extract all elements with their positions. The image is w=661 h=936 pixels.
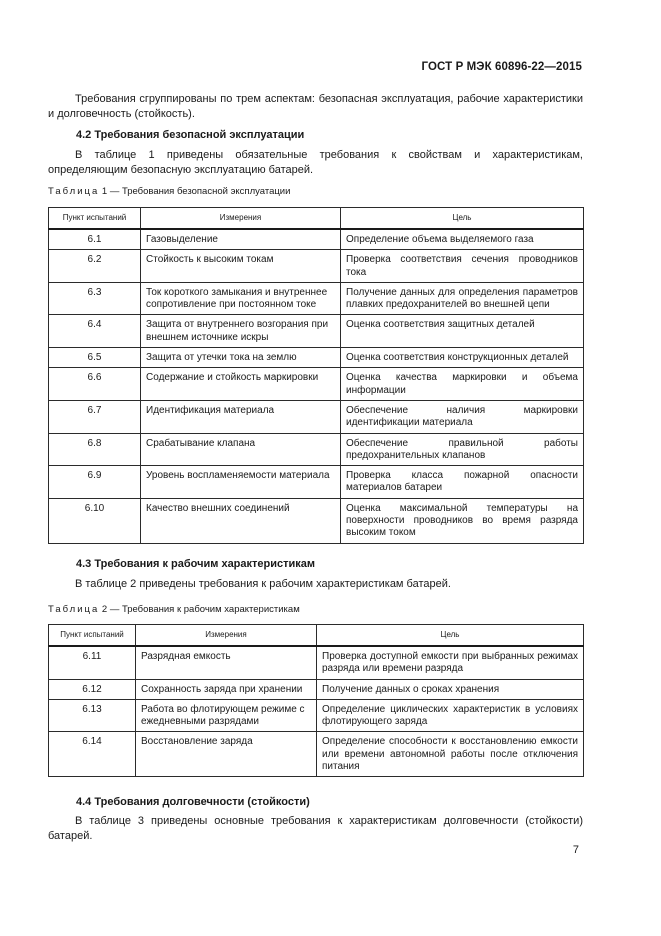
measurement-cell: Газовыделение [141, 229, 341, 250]
purpose-cell: Определение способности к восстановлению емкости или времени автономной работы после отключения питания [317, 732, 584, 777]
section-4-3-paragraph: В таблице 2 приведены требования к рабочим характеристикам батарей. [75, 578, 451, 590]
test-clause-cell: 6.7 [49, 400, 141, 433]
table2-header-cell: Измерения [136, 625, 317, 647]
table-row [49, 679, 584, 699]
table2-header-cell: Цель [317, 625, 584, 647]
measurement-cell: Защита от утечки тока на землю [141, 348, 341, 368]
purpose-cell: Обеспечение правильной работы предохранительных клапанов [341, 433, 584, 466]
document-id-header: ГОСТ Р МЭК 60896-22—2015 [421, 61, 582, 73]
table1-header-cell: Пункт испытаний [49, 208, 141, 230]
table-row [49, 229, 584, 250]
purpose-cell: Оценка качества маркировки и объема информации [341, 368, 584, 401]
table2 [48, 624, 584, 777]
section-4-3-heading: 4.3 Требования к рабочим характеристикам [76, 558, 316, 570]
measurement-cell: Ток короткого замыкания и внутреннее сопротивление при постоянном токе [141, 282, 341, 315]
measurement-cell: Работа во флотирующем режиме с ежедневными разрядами [136, 699, 317, 732]
section-4-2-paragraph: В таблице 1 приведены обязательные требования к свойствам и характеристикам, определяющим безопасную эксплуатацию батарей. [48, 149, 583, 176]
purpose-cell: Проверка класса пожарной опасности материалов батареи [341, 466, 584, 499]
measurement-cell: Уровень воспламеняемости материала [141, 466, 341, 499]
table-row [49, 646, 584, 679]
table1-caption-label: Таблица [48, 186, 100, 197]
table-row [49, 433, 584, 466]
table-row [49, 466, 584, 499]
intro-paragraph: Требования сгруппированы по трем аспектам: безопасная эксплуатация, рабочие характеристики и долговечность (стойкость). [48, 93, 583, 120]
measurement-cell: Идентификация материала [141, 400, 341, 433]
table1-caption [48, 185, 290, 200]
table2-header-cell: Пункт испытаний [49, 625, 136, 647]
table-row [49, 400, 584, 433]
purpose-cell: Оценка соответствия конструкционных деталей [341, 348, 584, 368]
measurement-cell: Стойкость к высоким токам [141, 250, 341, 283]
table-row [49, 250, 584, 283]
test-clause-cell: 6.1 [49, 229, 141, 250]
measurement-cell: Срабатывание клапана [141, 433, 341, 466]
test-clause-cell: 6.12 [49, 679, 136, 699]
purpose-cell: Обеспечение наличия маркировки идентификации материала [341, 400, 584, 433]
test-clause-cell: 6.2 [49, 250, 141, 283]
test-clause-cell: 6.3 [49, 282, 141, 315]
table1-header-cell: Цель [341, 208, 584, 230]
table1 [48, 207, 584, 544]
table2-caption [48, 603, 300, 618]
test-clause-cell: 6.13 [49, 699, 136, 732]
purpose-cell: Оценка максимальной температуры на поверхности проводников во время разряда высоким током [341, 498, 584, 543]
test-clause-cell: 6.5 [49, 348, 141, 368]
section-4-4-heading: 4.4 Требования долговечности (стойкости) [76, 796, 310, 808]
test-clause-cell: 6.4 [49, 315, 141, 348]
measurement-cell: Содержание и стойкость маркировки [141, 368, 341, 401]
measurement-cell: Восстановление заряда [136, 732, 317, 777]
purpose-cell: Проверка доступной емкости при выбранных режимах разряда или времени разряда [317, 646, 584, 679]
section-4-4-paragraph: В таблице 3 приведены основные требования к характеристикам долговечности (стойкости) батарей. [48, 815, 583, 842]
table-row [49, 498, 584, 543]
table1-caption-text: 1 — Требования безопасной эксплуатации [101, 186, 291, 197]
purpose-cell: Получение данных для определения параметров плавких предохранителей во внешней цепи [341, 282, 584, 315]
table-row [49, 368, 584, 401]
purpose-cell: Получение данных о сроках хранения [317, 679, 584, 699]
table-row [49, 732, 584, 777]
purpose-cell: Оценка соответствия защитных деталей [341, 315, 584, 348]
table1-header-row [49, 208, 584, 230]
purpose-cell: Проверка соответствия сечения проводников тока [341, 250, 584, 283]
table-row [49, 282, 584, 315]
page-number: 7 [572, 844, 579, 856]
purpose-cell: Определение циклических характеристик в условиях флотирующего заряда [317, 699, 584, 732]
test-clause-cell: 6.8 [49, 433, 141, 466]
table2-caption-label: Таблица [48, 604, 100, 615]
measurement-cell: Качество внешних соединений [141, 498, 341, 543]
test-clause-cell: 6.9 [49, 466, 141, 499]
purpose-cell: Определение объема выделяемого газа [341, 229, 584, 250]
table2-header-row [49, 625, 584, 647]
table2-caption-text: 2 — Требования к рабочим характеристикам [101, 604, 300, 615]
measurement-cell: Защита от внутреннего возгорания при внешнем источнике искры [141, 315, 341, 348]
table1-header-cell: Измерения [141, 208, 341, 230]
table-row [49, 315, 584, 348]
test-clause-cell: 6.14 [49, 732, 136, 777]
test-clause-cell: 6.10 [49, 498, 141, 543]
measurement-cell: Разрядная емкость [136, 646, 317, 679]
section-4-2-heading: 4.2 Требования безопасной эксплуатации [76, 129, 305, 141]
table-row [49, 699, 584, 732]
table-row [49, 348, 584, 368]
measurement-cell: Сохранность заряда при хранении [136, 679, 317, 699]
test-clause-cell: 6.11 [49, 646, 136, 679]
test-clause-cell: 6.6 [49, 368, 141, 401]
